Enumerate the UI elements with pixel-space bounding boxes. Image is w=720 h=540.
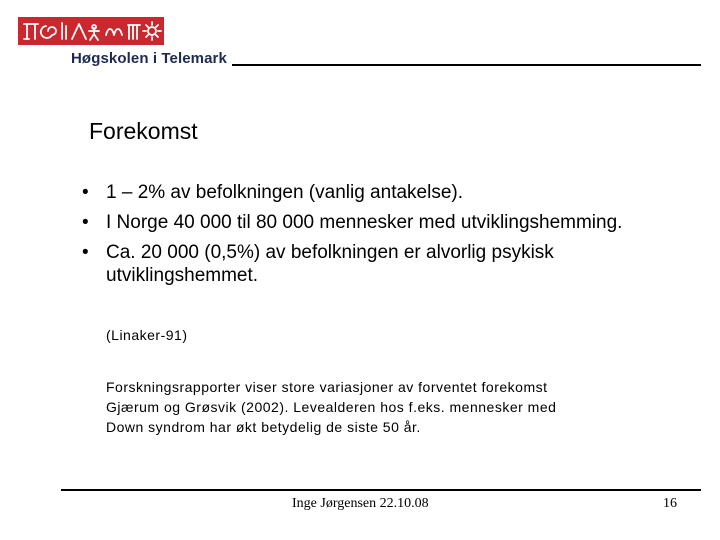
bullet-list	[82, 181, 682, 294]
footer-divider	[61, 489, 701, 491]
footer-author-date: Inge Jørgensen 22.10.08	[292, 496, 429, 511]
bullet-item	[82, 211, 682, 234]
bullet-item	[82, 181, 682, 204]
bullet-symbol: •	[82, 212, 89, 233]
bullet-symbol: •	[82, 242, 89, 263]
header-divider	[232, 64, 701, 66]
citation: (Linaker-91)	[106, 327, 188, 343]
rune-glyphs-logo-icon	[18, 17, 164, 45]
bullet-text: Ca. 20 000 (0,5%) av befolkningen er alvorlig psykisk utviklingshemmet.	[106, 242, 554, 286]
note-line: Gjærum og Grøsvik (2002). Levealderen hos f.eks. mennesker med	[106, 399, 557, 415]
bullet-text: 1 – 2% av befolkningen (vanlig antakelse).	[106, 182, 464, 203]
institution-name: Høgskolen i Telemark	[71, 50, 227, 67]
note-line: Down syndrom har økt betydelig de siste 50 år.	[106, 419, 421, 435]
bullet-item	[82, 241, 682, 287]
bullet-symbol: •	[82, 182, 89, 203]
note-line: Forskningsrapporter viser store variasjoner av forventet forekomst	[106, 379, 548, 395]
research-note	[106, 377, 676, 437]
slide-title: Forekomst	[89, 118, 198, 144]
bullet-text: I Norge 40 000 til 80 000 mennesker med utviklingshemming.	[106, 212, 623, 233]
page-number: 16	[663, 496, 677, 511]
